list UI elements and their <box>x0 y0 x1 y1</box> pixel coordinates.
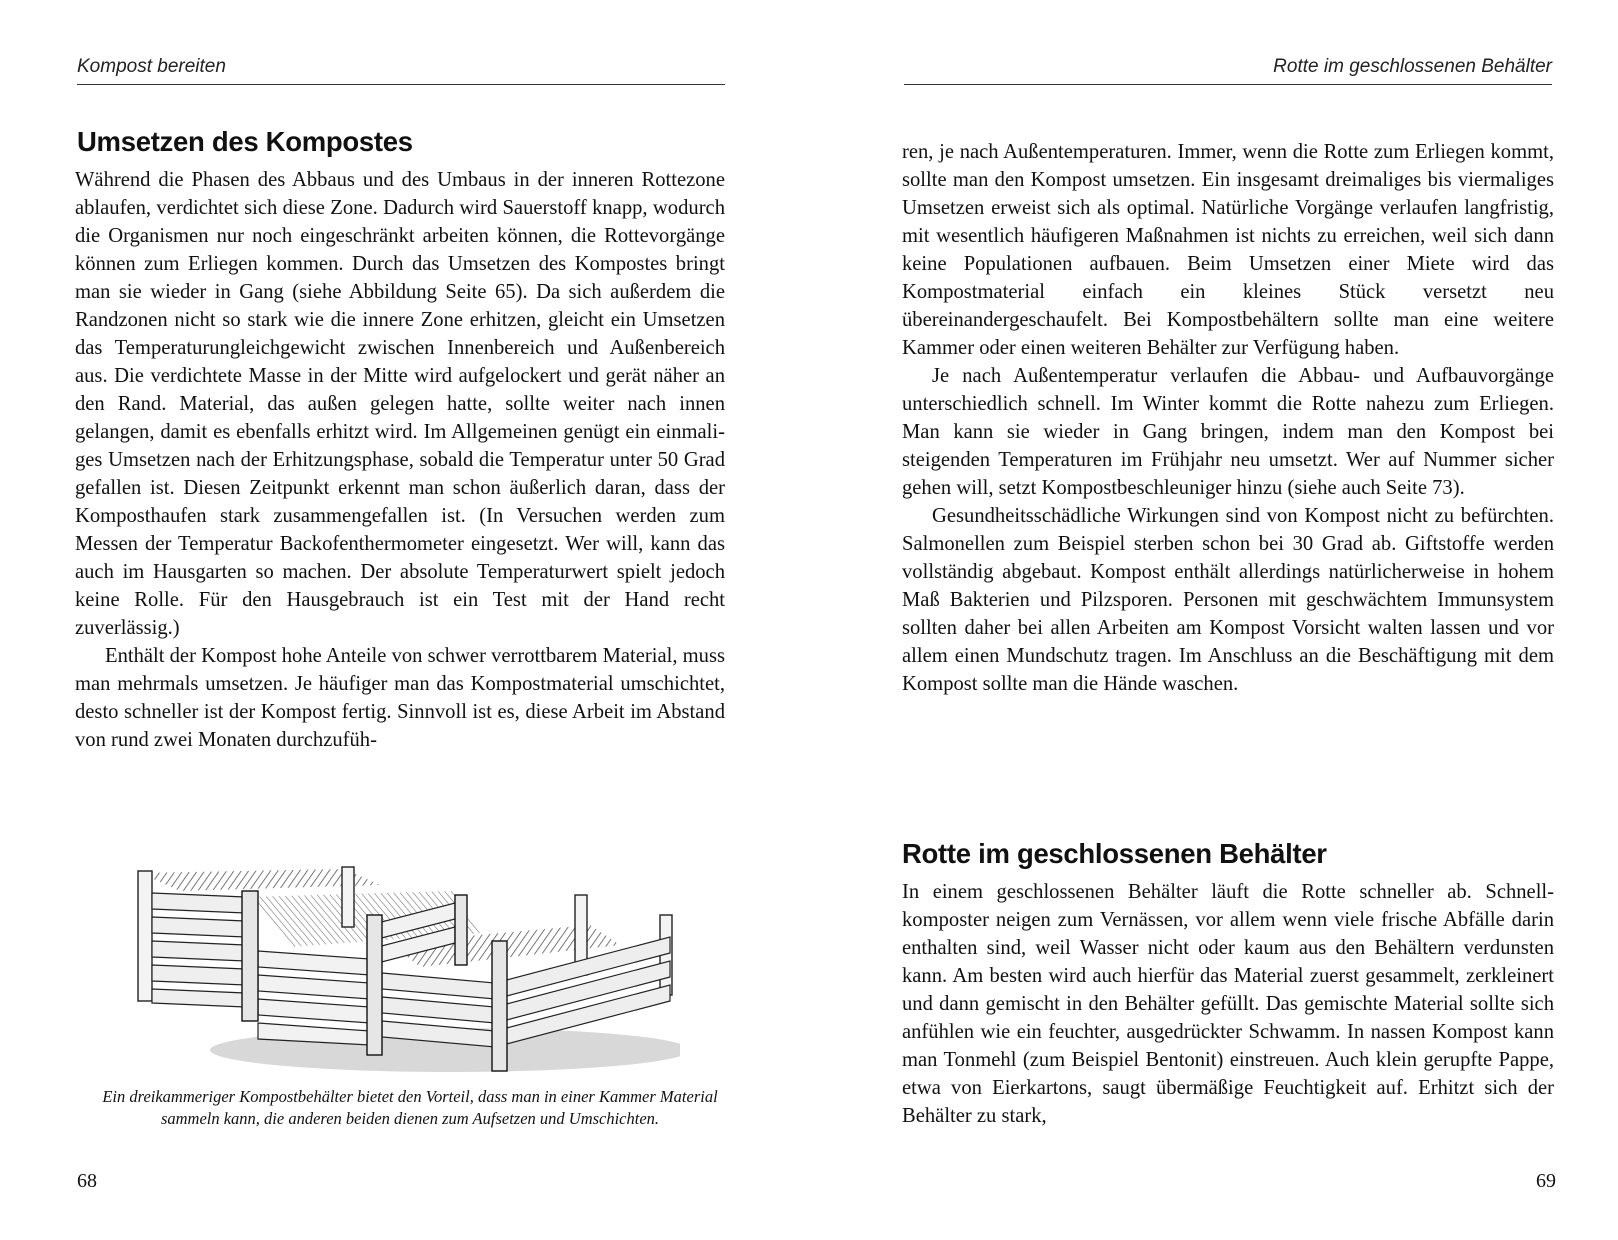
page-number-right: 69 <box>1536 1170 1556 1192</box>
paragraph: Enthält der Kompost hohe Anteile von schwer verrottbarem Material, muss man mehrmals umsetzen. Je häufiger man das Kompostmaterial umschichtet, desto schneller ist der Kompost fertig. Sinnvoll ist es, diese Arbeit im Abstand von rund zwei Monaten durchzufüh- <box>75 645 725 751</box>
paragraph: In einem geschlossenen Behälter läuft die Rotte schneller ab. Schnellkomposter neigen zum Vernässen, vor allem wenn viele frische Abfälle darin enthalten sind, weil Wasser nicht oder kaum aus den Behältern verdunsten kann. Am besten wird auch hierfür das Material zuerst gesammelt, zerkleinert und dann gemischt in den Behälter gefüllt. Das gemischte Material sollte sich anfühlen wie ein feuchter, ausgedrückter Schwamm. In nassen Kompost kann man Tonmehl (zum Beispiel Bentonit) einstreuen. Auch klein gerupfte Pappe, etwa von Eierkartons, saugt übermäßige Feuchtigkeit auf. Erhitzt sich der Behälter zu stark, <box>902 881 1554 1127</box>
paragraph: ren, je nach Außentemperaturen. Immer, wenn die Rotte zum Erliegen kommt, sollte man den Kompost umsetzen. Ein insgesamt dreimaliges bis viermaliges Umsetzen erweist sich als optimal. Natürliche Vorgänge verlaufen langfristig, mit wesentlich häufigeren Maßnahmen ist nichts zu erreichen, weil sich dann keine Populationen aufbauen. Beim Umsetzen einer Miete wird das Kompostmaterial einfach ein kleines Stück versetzt neu übereinandergeschaufelt. Bei Kompostbehältern sollte man eine weitere Kammer oder einen weiteren Behälter zur Verfügung haben. <box>902 141 1554 359</box>
page-number-left: 68 <box>77 1170 97 1192</box>
section-heading-rotte: Rotte im geschlossenen Behälter <box>902 838 1327 869</box>
right-page <box>809 0 1618 1240</box>
running-head-left: Kompost bereiten <box>77 54 725 85</box>
figure-caption: Ein dreikammeriger Kompostbehälter bietet den Vorteil, dass man in einer Kammer Material sammeln kann, die anderen beiden dienen zum Aufsetzen und Umschichten. <box>102 1087 718 1128</box>
right-body-text <box>902 138 1554 698</box>
section-heading-umsetzen: Umsetzen des Kompostes <box>77 126 413 157</box>
running-head-right: Rotte im geschlossenen Behälter <box>904 54 1552 85</box>
compost-bin-illustration-icon <box>120 855 680 1080</box>
left-body-text <box>75 166 725 754</box>
paragraph: Je nach Außentemperatur verlaufen die Abbau- und Aufbauvorgänge unterschiedlich schnell. Im Winter kommt die Rotte nahezu zum Erliegen. Man kann sie wieder in Gang bringen, indem man den Kompost bei steigenden Temperaturen im Frühjahr neu umsetzt. Wer auf Nummer sicher gehen will, setzt Kompostbeschleuniger hinzu (siehe auch Seite 73). <box>902 365 1554 499</box>
paragraph: Gesundheitsschädliche Wirkungen sind von Kompost nicht zu befürchten. Salmonellen zum Beispiel sterben schon bei 30 Grad ab. Giftstoffe werden vollständig abgebaut. Kompost enthält allerdings natürlicherweise in hohem Maß Bakterien und Pilzsporen. Personen mit geschwächtem Immunsystem sollten daher bei allen Arbeiten am Kompost Vorsicht walten lassen und vor allem einen Mundschutz tragen. Im Anschluss an die Beschäftigung mit dem Kompost sollte man die Hände waschen. <box>902 505 1554 695</box>
paragraph: Während die Phasen des Abbaus und des Umbaus in der inneren Rottezone ablaufen, verdichtet sich diese Zone. Dadurch wird Sauerstoff knapp, wodurch die Organismen nur noch eingeschränkt arbeiten können, die Rottevorgänge können zum Erliegen kommen. Durch das Umsetzen des Kompostes bringt man sie wieder in Gang (siehe Abbildung Seite 65). Da sich außerdem die Randzonen nicht so stark wie die innere Zone erhitzen, gleicht ein Umsetzen das Temperaturungleichgewicht zwischen Innenbereich und Außenbereich aus. Die verdichtete Masse in der Mitte wird aufgelockert und gerät näher an den Rand. Material, das außen gelegen hatte, sollte weiter nach innen gelangen, damit es ebenfalls erhitzt wird. Im Allgemeinen genügt ein einmaliges Umsetzen nach der Erhitzungsphase, sobald die Temperatur unter 50 Grad gefallen ist. Diesen Zeitpunkt erkennt man schon äußerlich daran, dass der Komposthaufen stark zusammengefallen ist. (In Versuchen werden zum Messen der Temperatur Backofenthermometer eingesetzt. Wer will, kann das auch im Hausgarten so machen. Der absolute Temperaturwert spielt jedoch keine Rolle. Für den Hausgebrauch ist ein Test mit der Hand recht zuverlässig.) <box>75 169 725 639</box>
right-body-text-2 <box>902 878 1554 1130</box>
